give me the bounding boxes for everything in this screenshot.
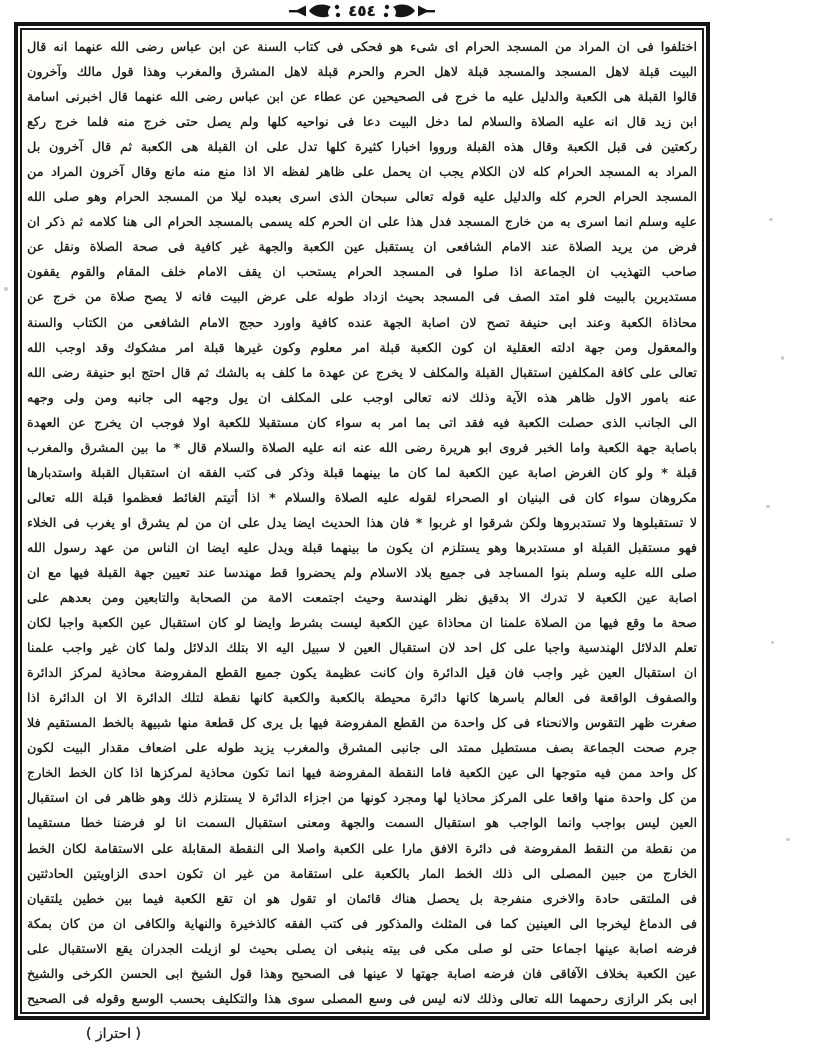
text-line: كل واحد ممن فيه متوجها الى عين الكعبة فاما النقطة المفروضة فيها انما تكون محاذية لمركزها اذا كان الخط الخارج (27, 766, 697, 782)
text-line: صلى الله عليه وسلم بنوا المساجد فى جميع بلاد الاسلام ولم يحضروا قط مهندسا عند تعيين جهة القبلة فيها مع ان (27, 565, 697, 581)
text-line: ابن زيد قال انه عليه الصلاة والسلام لما دخل البيت دعا فى نواحيه كلها ولم يصل حتى خرج منه فلما خرج ركع (27, 115, 697, 131)
text-line: ركعتين فى قبل الكعبة وقال هذه القبلة ورووا اخبارا كثيرة كلها تدل على ان القبلة هى الكعبة ثم قال آخرون بل (27, 140, 697, 156)
text-line: محاذاة الكعبة وعند ابى حنيفة تصح لان اصابة الجهة عنده كافية واورد حجج الامام الشافعى من الكتاب والسنة (27, 315, 697, 331)
text-line: الخارج من جبين المصلى الى ذلك الخط المار بالكعبة على استقامة من غير ان تكون احدى الزاويتين الحادثتين (27, 866, 697, 882)
text-line: فهو مستقبل القبلة او مستدبرها وهو يستلزم ان يكون ما بينهما قبلة ويدل عليه ايضا ان الناس من عهد رسول الله (27, 540, 697, 556)
text-line: المراد به المسجد الحرام كله لان الكلام يجب ان يحمل على ظاهر لفظه الا اذا منع منه مانع وقال آخرون المراد من (27, 165, 697, 181)
text-line: مستديرين بالبيت فلو امتد الصف فى المسجد بحيث ازداد طوله على عرض البيت فانه لا يصح صلاة من خرج عن (27, 290, 697, 306)
ink-speck (781, 356, 784, 360)
text-line: عين الكعبة بخلاف الآفاقى فان فرضه اصابة جهتها لا عينها فى الصحيح وهذا قول الشيخ ابى الحسن الكرخى والشيخ (27, 966, 697, 982)
text-line: المسجد الحرام الحرم كله والدليل عليه قوله تعالى سبحان الذى اسرى بعبده ليلا من المسجد الحرام وهو صلى الله (27, 190, 697, 206)
ink-speck (786, 838, 790, 841)
text-line: البيت قبلة لاهل المسجد والمسجد قبلة لاهل الحرم والحرم قبلة لاهل المشرق والمغرب وهذا قول مالك وآخرون (27, 65, 697, 81)
text-line: فرضه اصابة عينها اجماعا حتى لو صلى مكى فى بيته ينبغى ان يصلى بحيث لو ازيلت الجدران يقع الاستقبال على (27, 941, 697, 957)
text-line: ابى بكر الرازى رحمهما الله تعالى وذلك لانه ليس فى وسع المصلى سوى هذا والتكليف بحسب الوسع وقوله فى الصحيح (27, 991, 697, 1007)
ink-speck (769, 218, 773, 221)
text-line: والمعقول ومن جهة ادلته العقلية ان كون الكعبة قبلة امر معلوم وكون غيرها قبلة امر مشكوك وقد اوجب الله (27, 340, 697, 356)
text-line: فرض من يريد الصلاة عند الامام الشافعى ان يستقبل عين الكعبة والجهة غير كافية فى صحة الصلاة ونقل عن (27, 240, 697, 256)
text-line: صغرت ظهر التقوس والانحناء فى كل واحدة من القطع المفروضة فيها بل يرى كل قطعة منها شبيهة بالخط المستقيم فلا (27, 716, 697, 732)
text-frame-inner-rule (20, 28, 704, 1014)
text-line: اختلفوا فى ان المراد من المسجد الحرام اى شىء هو فحكى فى كتاب السنة عن ابن عباس رضى الله عنهما انه قال (27, 40, 697, 55)
text-line: ان استقبال العين غير واجب فان قيل الدائرة وان كانت عظيمة يكون جميع القطع المفروضة محاذية لمركز الدائرة (27, 666, 697, 682)
text-line: والصفوف الواقعة فى العالم باسرها كانها دائرة محيطة بالكعبة والكعبة كانها نقطة لتلك الدائرة الا ان الدائرة اذا (27, 691, 697, 707)
text-lines (27, 32, 697, 1010)
text-line: الى الجانب الذى حصلت الكعبة فيه فقد اتى بما امر به سواء كان مستقبلا للكعبة اولا فوجب ان يخرج عن العهدة (27, 415, 697, 431)
catchword: ( احتراز ) (86, 1026, 141, 1042)
text-frame (14, 22, 710, 1020)
ink-speck (766, 505, 770, 508)
text-line: جرم صحت الجماعة بصف مستطيل ممتد الى جانبى المشرق والمغرب يزيد طوله على اضعاف مقدار البيت لكون (27, 741, 697, 757)
text-line: تعالى على كافة المكلفين استقبال القبلة والمكلف لا يخرج عن عهدة ما كلف به بالشك ثم قال احتج ابو حنيفة رضى الله (27, 365, 697, 381)
text-line: اصابة عين الكعبة لا تدرك الا بدقيق نظر الهندسة وحيث اجتمعت الامة من الصحابة والتابعين ومن بعدهم على (27, 591, 697, 607)
header-ornament-right-icon (381, 2, 435, 20)
page-number: ٤٥٤ (348, 1, 376, 20)
header-ornament-left-icon (289, 2, 343, 20)
text-line: صاحب التهذيب ان الجماعة اذا صلوا فى المسجد الحرام يستحب ان يقف الامام خلف المقام والقوم يقفون (27, 265, 697, 281)
text-line: عنه بامور الاول ظاهر هذه الآية وذلك لانه تعالى اوجب على المكلف ان يول وجهه الى جانبه ومن ولى وجهه (27, 390, 697, 406)
text-line: لا تستقبلوها ولا تستدبروها ولكن شرقوا او غربوا * فان هذا الحديث ايضا يدل على ان من لم يشرق او يغرب فى الخلاء (27, 515, 697, 531)
ink-speck (771, 641, 774, 644)
text-line: من نقطة من النقط المفروضة فى دائرة الافق مارا على الكعبة واصلا الى النقطة المقابلة على الاستقامة لكان الخط (27, 841, 697, 857)
text-line: قبلة * ولو كان الغرض اصابة عين الكعبة لما كان ما بينهما قبلة وذكر فى كتب الفقه ان استقبال القبلة واستدبارها (27, 465, 697, 481)
text-line: فى الدماغ ليخرجا الى العينين كما فى المثلث والمذكور فى كتب الفقه كالذخيرة والنهاية والكافى ان من كان بمكة (27, 916, 697, 932)
text-line: قالوا القبلة هى الكعبة والدليل عليه ما خرج فى الصحيحين عن عطاء عن ابن عباس رضى الله عنهما قال اخبرنى اسامة (27, 90, 697, 106)
page-header (14, 0, 710, 21)
text-line: العين ليس بواجب وانما الواجب هو استقبال السمت والجهة ومعنى استقبال السمت انا لو فرضنا خطا مستقيما (27, 816, 697, 832)
ink-speck (4, 287, 8, 291)
text-line: عليه وسلم انما اسرى به من خارج المسجد فدل هذا على ان الحرم كله يسمى بالمسجد الحرام الى هنا كلامه ثم ذكر ان (27, 215, 697, 231)
text-line: من كل واحدة منها واقعا على المركز محاذيا لها ومجرد كونها من اجزاء الدائرة لا يستلزم ذلك وهو ظاهر فى ان استقبال (27, 791, 697, 807)
text-line: صحة ما وقع فيها من الصلاة علمنا ان محاذاة عين الكعبة ليست بشرط وايضا لو كان استقبال عين الكعبة واجبا لكان (27, 616, 697, 632)
text-line: فى الملتقى حادة والاخرى منفرجة بل يحصل هناك قائمان او تقول هو ان تقع الكعبة فيما بين خطين يلتقيان (27, 891, 697, 907)
text-line: مكروهان سواء كان فى البنيان او الصحراء لقوله عليه الصلاة والسلام * اذا أتيتم الغائط فعظموا قبلة الله تعالى (27, 490, 697, 506)
text-line: تعلم الدلائل الهندسية واجبا على كل احد لان استقبال العين لا سبيل اليه الا بتلك الدلائل ولما كان غير واجب علمنا (27, 641, 697, 657)
text-line: باصابة جهة الكعبة واما الخبر فروى ابو هريرة رضى الله عنه انه عليه الصلاة والسلام قال * ما بين المشرق والمغرب (27, 440, 697, 456)
